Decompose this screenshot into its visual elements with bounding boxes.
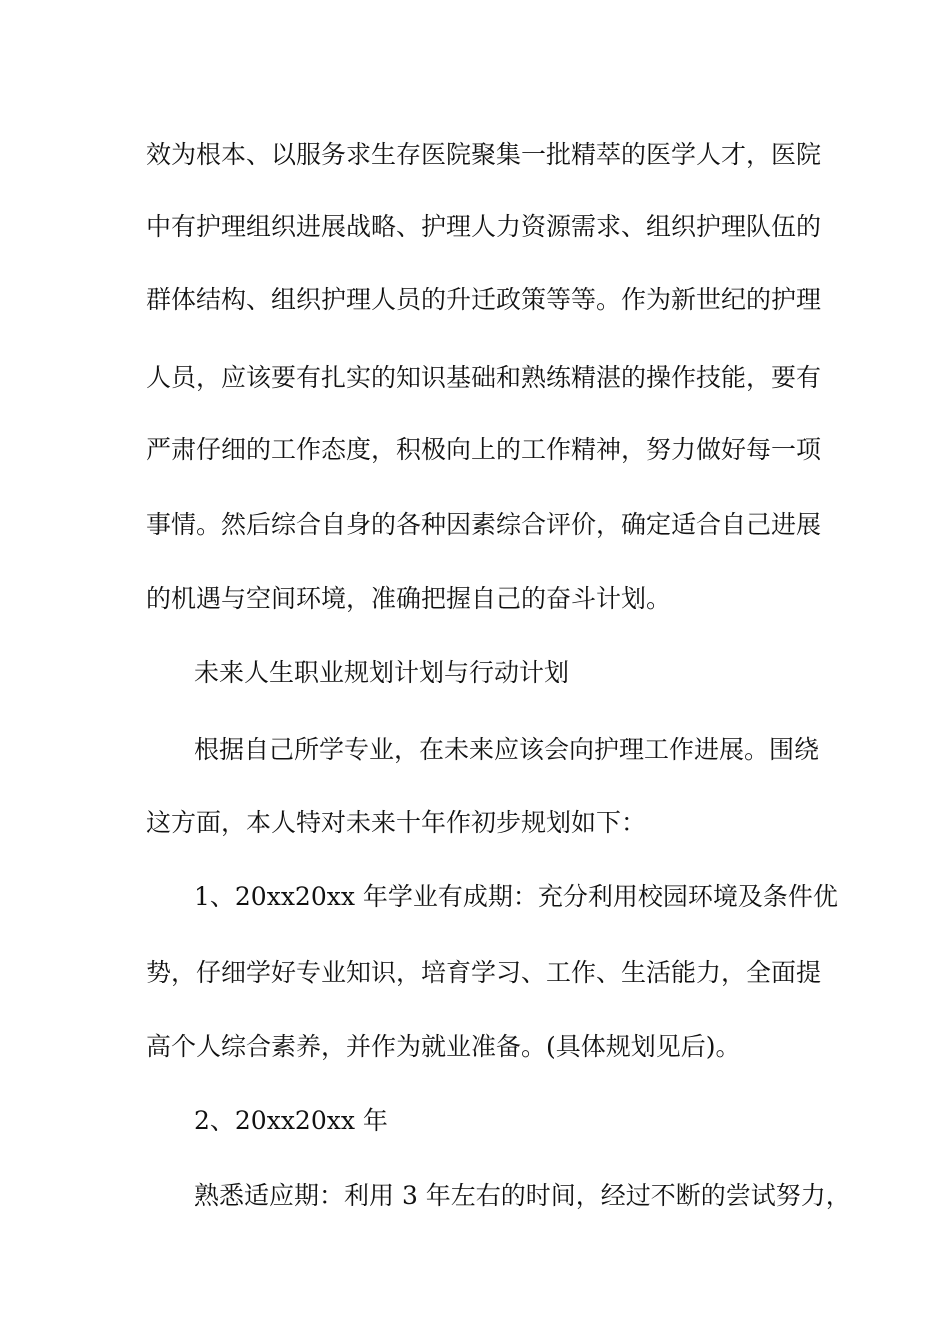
list-item-2: 2、20xx20xx 年 xyxy=(194,1106,388,1135)
paragraph-line: 这方面，本人特对未来十年作初步规划如下： xyxy=(146,808,647,837)
paragraph-line: 的机遇与空间环境，准确把握自己的奋斗计划。 xyxy=(146,584,672,613)
paragraph-line: 群体结构、组织护理人员的升迁政策等等。作为新世纪的护理 xyxy=(146,285,822,314)
paragraph-line: 中有护理组织进展战略、护理人力资源需求、组织护理队伍的 xyxy=(146,212,822,241)
paragraph-line: 根据自己所学专业，在未来应该会向护理工作进展。围绕 xyxy=(194,735,820,764)
paragraph-line: 人员，应该要有扎实的知识基础和熟练精湛的操作技能，要有 xyxy=(146,363,822,392)
paragraph-line: 势，仔细学好专业知识，培育学习、工作、生活能力，全面提 xyxy=(146,958,822,987)
section-heading: 未来人生职业规划计划与行动计划 xyxy=(194,658,570,687)
paragraph-line: 熟悉适应期：利用 3 年左右的时间，经过不断的尝试努力， xyxy=(194,1181,851,1210)
paragraph-line: 事情。然后综合自身的各种因素综合评价，确定适合自己进展 xyxy=(146,510,822,539)
paragraph-line: 高个人综合素养，并作为就业准备。(具体规划见后)。 xyxy=(146,1032,741,1061)
paragraph-line: 严肃仔细的工作态度，积极向上的工作精神，努力做好每一项 xyxy=(146,435,822,464)
list-item-1: 1、20xx20xx 年学业有成期：充分利用校园环境及条件优 xyxy=(194,882,838,911)
paragraph-line: 效为根本、以服务求生存医院聚集一批精萃的医学人才，医院 xyxy=(146,140,822,169)
